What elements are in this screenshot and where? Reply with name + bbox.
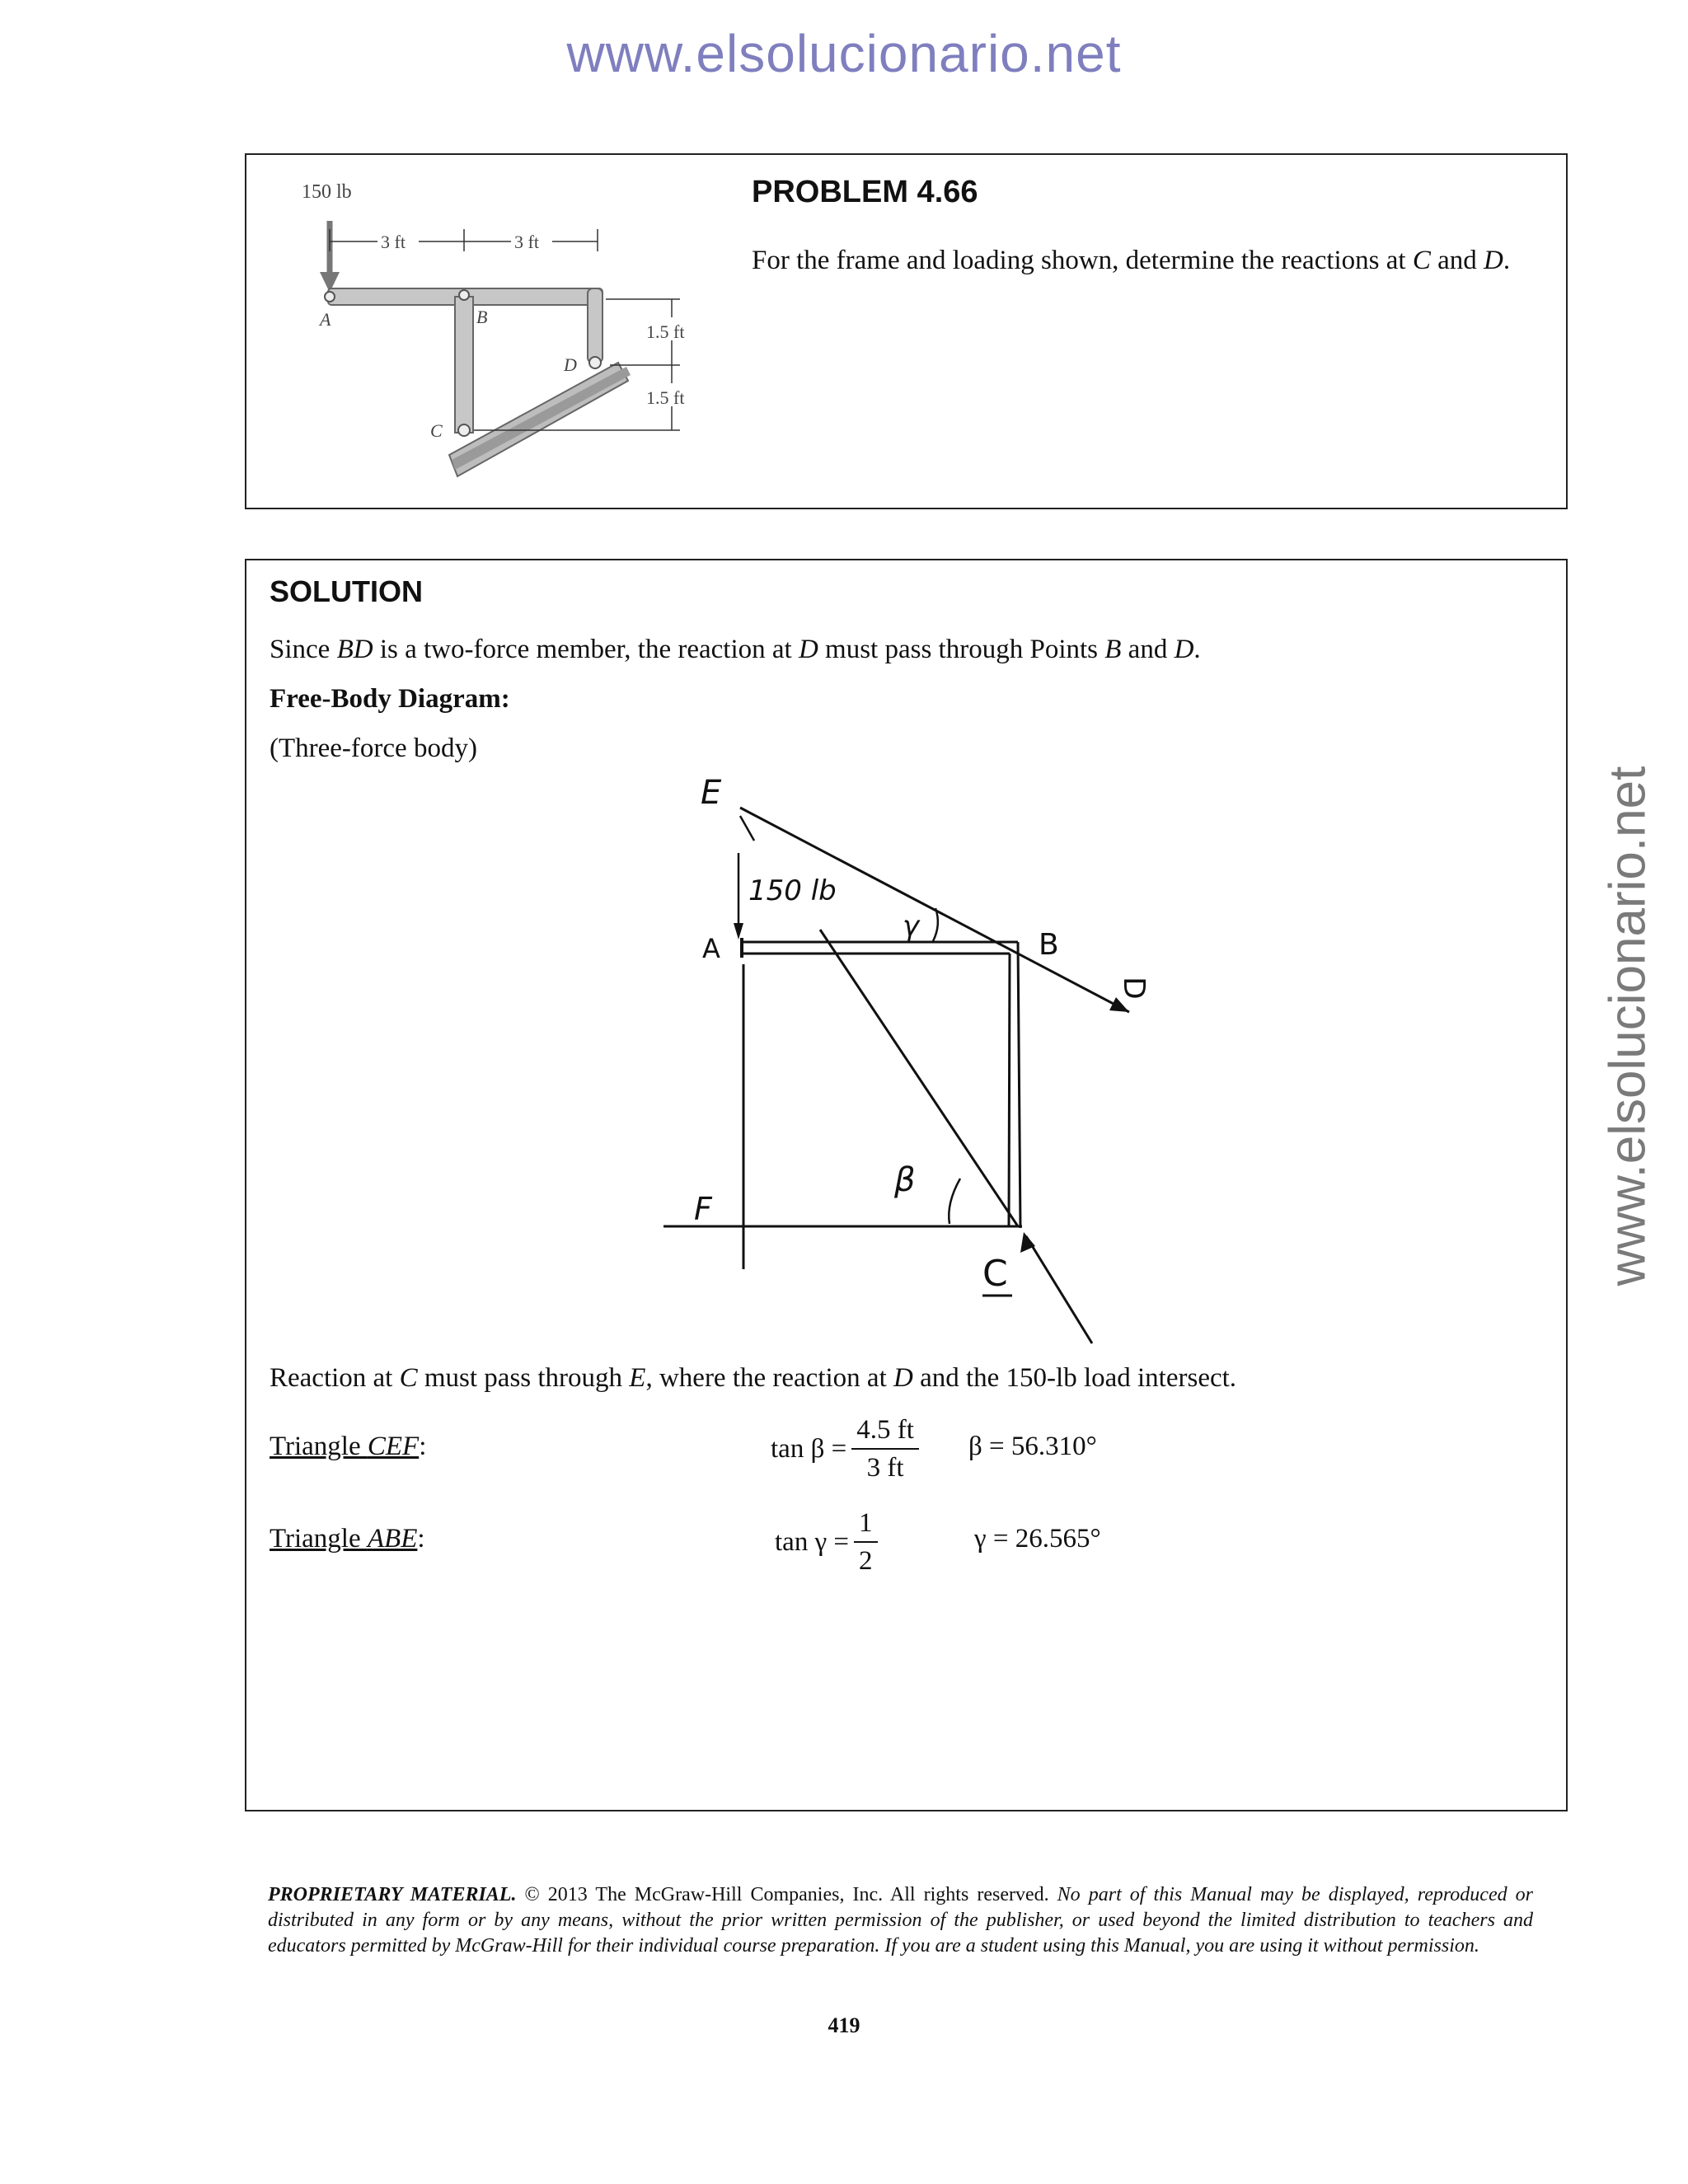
sketch-label-f: F <box>694 1191 712 1227</box>
fraction-gamma: $\frac{1}{2}$ <box>854 1508 878 1577</box>
watermark-top: www.elsolucionario.net <box>566 24 1122 83</box>
sketch-label-load: 150 lb <box>748 874 837 907</box>
pin-c <box>458 424 470 436</box>
fig-dim4: 1.5 ft <box>646 387 685 408</box>
problem-figure <box>272 165 717 494</box>
fig-label-a: A <box>320 309 331 330</box>
sketch-label-d: D <box>1117 977 1151 1000</box>
gamma-arc <box>933 908 938 941</box>
sketch-label-beta: β <box>894 1161 916 1199</box>
fig-label-b: B <box>476 307 488 327</box>
fraction-beta: $\frac{4.5 ft}{3 ft}$ <box>851 1415 919 1483</box>
pin-b <box>459 290 469 300</box>
equation-tan-beta: tan β = $\frac{4.5 ft}{3 ft}$ <box>771 1415 919 1483</box>
solution-title: SOLUTION <box>270 574 423 608</box>
pin-a <box>325 292 335 302</box>
sketch-frame-right <box>1018 942 1020 1228</box>
fbd-label: Free-Body Diagram: <box>270 684 510 714</box>
triangle-cef-label: Triangle CEF: <box>270 1432 427 1461</box>
footer-copyright: PROPRIETARY MATERIAL. © 2013 The McGraw-Hill Companies, Inc. All rights reserved. No part of this Manual may be displayed, reproduced or distributed in any form or by any means, without the prior written permission of the publisher, or used beyond the limited distribution to teachers and educators permitted by McGraw-Hill for their individual course preparation. If you are a student using this Manual, you are using it without permission. <box>268 1884 1533 1957</box>
problem-title: PROBLEM 4.66 <box>752 175 978 209</box>
result-beta: β = 56.310° <box>968 1432 1097 1461</box>
line-e-to-c <box>820 930 1018 1226</box>
frame-right-member <box>588 288 603 363</box>
reaction-c-arrow <box>1026 1236 1092 1343</box>
beta-arc <box>949 1179 960 1224</box>
equation-tan-gamma: tan γ = $\frac{1}{2}$ <box>775 1508 878 1577</box>
sketch-label-b: B <box>1039 928 1059 962</box>
result-gamma: γ = 26.565° <box>974 1524 1101 1554</box>
pin-d <box>589 357 601 368</box>
frame-vertical-member <box>455 297 473 433</box>
fig-dim2: 3 ft <box>514 232 539 252</box>
sketch-label-gamma: γ <box>903 910 920 943</box>
fig-load-label: 150 lb <box>302 181 352 203</box>
sketch-label-e: E <box>701 775 722 812</box>
sketch-label-a: A <box>702 933 720 964</box>
solution-line-1: Since BD is a two-force member, the reaction at D must pass through Points B and D. <box>270 635 1201 664</box>
fig-dim3: 1.5 ft <box>646 321 685 342</box>
three-force-label: (Three-force body) <box>270 733 477 763</box>
problem-statement: For the frame and loading shown, determine the reactions at C and D. <box>752 246 1511 275</box>
sketch-label-c: C <box>982 1253 1008 1295</box>
solution-line-2: Reaction at C must pass through E, where the reaction at D and the 150-lb load intersect. <box>270 1363 1237 1393</box>
watermark-side: www.elsolucionario.net <box>1599 766 1657 1286</box>
fig-label-c: C <box>430 420 443 441</box>
fig-dim1: 3 ft <box>381 232 406 252</box>
fig-label-d: D <box>564 354 577 375</box>
line-e-to-d <box>740 808 1129 1012</box>
triangle-abe-label: Triangle ABE: <box>270 1524 425 1554</box>
free-body-diagram <box>643 775 1203 1368</box>
page-number: 419 <box>828 2013 860 2037</box>
